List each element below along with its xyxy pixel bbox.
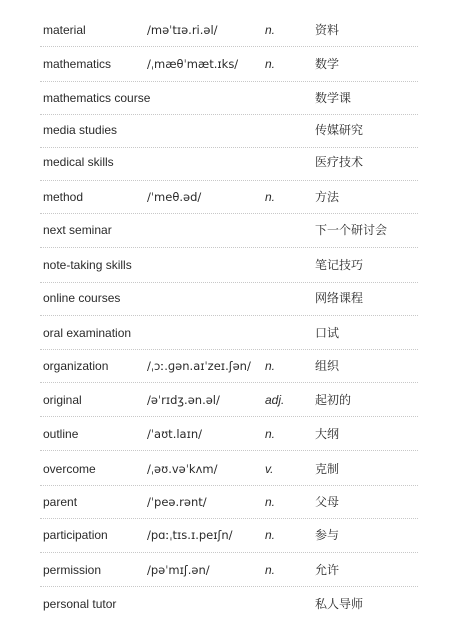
divider xyxy=(40,147,418,148)
entry-phonetic: /pəˈmɪʃ.ən/ xyxy=(147,563,210,577)
entry-part-of-speech: n. xyxy=(265,563,276,577)
entry-word: outline xyxy=(43,427,79,441)
entry-translation: 私人导师 xyxy=(315,597,364,611)
entry-phonetic: /ˈpeə.rənt/ xyxy=(147,495,207,509)
entry-word: participation xyxy=(43,528,108,542)
entry-word: organization xyxy=(43,359,109,373)
entry-word: overcome xyxy=(43,462,96,476)
entry-translation: 数学课 xyxy=(315,91,352,105)
entry-part-of-speech: n. xyxy=(265,528,276,542)
entry-word: original xyxy=(43,393,82,407)
entry-part-of-speech: n. xyxy=(265,190,276,204)
entry-part-of-speech: n. xyxy=(265,359,276,373)
entry-word: method xyxy=(43,190,84,204)
entry-phonetic: /ˈmeθ.əd/ xyxy=(147,190,202,204)
entry-phonetic: /ˌmæθˈmæt.ɪks/ xyxy=(147,57,239,71)
entry-translation: 下一个研讨会 xyxy=(315,223,388,237)
divider xyxy=(40,315,418,316)
entry-phonetic: /pɑːˌtɪs.ɪ.peɪʃn/ xyxy=(147,528,233,542)
entry-part-of-speech: adj. xyxy=(265,393,285,407)
entry-translation: 数学 xyxy=(315,57,340,71)
entry-word: online courses xyxy=(43,291,121,305)
entry-part-of-speech: n. xyxy=(265,57,276,71)
divider xyxy=(40,518,418,519)
entry-word: note-taking skills xyxy=(43,258,132,272)
divider xyxy=(40,81,418,82)
entry-word: personal tutor xyxy=(43,597,117,611)
divider xyxy=(40,282,418,283)
entry-word: permission xyxy=(43,563,102,577)
entry-translation: 网络课程 xyxy=(315,291,364,305)
entry-part-of-speech: n. xyxy=(265,23,276,37)
divider xyxy=(40,114,418,115)
divider xyxy=(40,382,418,383)
entry-translation: 允许 xyxy=(315,563,340,577)
divider xyxy=(40,450,418,451)
entry-word: mathematics xyxy=(43,57,112,71)
entry-part-of-speech: n. xyxy=(265,495,276,509)
divider xyxy=(40,46,418,47)
entry-phonetic: /ˈaʊt.laɪn/ xyxy=(147,427,203,441)
entry-translation: 父母 xyxy=(315,495,340,509)
entry-word: next seminar xyxy=(43,223,112,237)
divider xyxy=(40,586,418,587)
entry-translation: 组织 xyxy=(315,359,340,373)
entry-word: media studies xyxy=(43,123,118,137)
entry-translation: 笔记技巧 xyxy=(315,258,364,272)
entry-translation: 参与 xyxy=(315,528,340,542)
entry-phonetic: /ˌɔː.ɡən.aɪˈzeɪ.ʃən/ xyxy=(147,359,251,373)
entry-phonetic: /məˈtɪə.ri.əl/ xyxy=(147,23,218,37)
entry-translation: 医疗技术 xyxy=(315,155,364,169)
divider xyxy=(40,247,418,248)
entry-word: medical skills xyxy=(43,155,114,169)
entry-translation: 方法 xyxy=(315,190,340,204)
entry-translation: 起初的 xyxy=(315,393,352,407)
entry-part-of-speech: v. xyxy=(265,462,274,476)
entry-translation: 口试 xyxy=(315,326,340,340)
entry-word: parent xyxy=(43,495,78,509)
entry-phonetic: /əˈrɪdʒ.ən.əl/ xyxy=(147,393,220,407)
entry-part-of-speech: n. xyxy=(265,427,276,441)
divider xyxy=(40,552,418,553)
entry-word: mathematics course xyxy=(43,91,151,105)
divider xyxy=(40,213,418,214)
entry-word: material xyxy=(43,23,86,37)
entry-translation: 克制 xyxy=(315,462,340,476)
divider xyxy=(40,416,418,417)
entry-phonetic: /ˌəʊ.vəˈkʌm/ xyxy=(147,462,218,476)
entry-translation: 资料 xyxy=(315,23,340,37)
entry-translation: 传媒研究 xyxy=(315,123,364,137)
divider xyxy=(40,180,418,181)
entry-word: oral examination xyxy=(43,326,132,340)
divider xyxy=(40,485,418,486)
divider xyxy=(40,349,418,350)
entry-translation: 大纲 xyxy=(315,427,340,441)
